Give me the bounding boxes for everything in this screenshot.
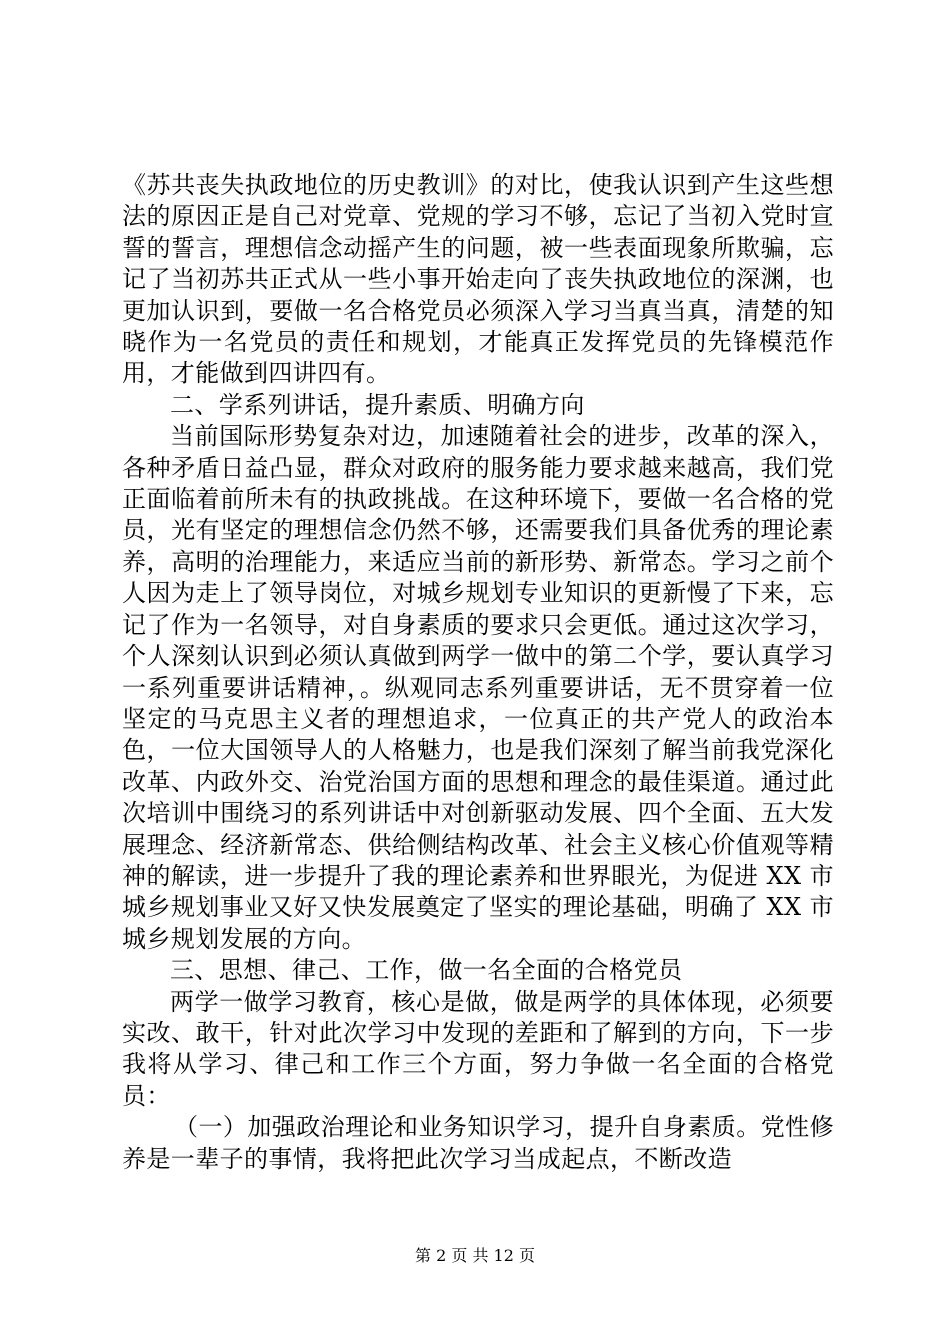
paragraph-continuation: 《苏共丧失执政地位的历史教训》的对比，使我认识到产生这些想法的原因正是自己对党章、党规的学习不够，忘记了当初入党时宣誓的誓言，理想信念动摇产生的问题，被一些表面现象所欺骗，忘记了当初苏共正式从一些小事开始走向了丧失执政地位的深渊，也更加认识到，要做一名合格党员必须深入学习当真当真，清楚的知晓作为一名党员的责任和规划，才能真正发挥党员的先锋模范作用，才能做到四讲四有。 — [122, 171, 834, 388]
page-total: 共 12 页 — [472, 1246, 535, 1265]
page-footer — [0, 1246, 950, 1266]
section-heading-3: 三、思想、律己、工作，做一名全面的合格党员 — [170, 956, 683, 985]
page-number: 第 2 页 — [415, 1246, 468, 1265]
document-body — [122, 170, 834, 1175]
paragraph-section-2: 当前国际形势复杂对边，加速随着社会的进步，改革的深入，各种矛盾日益凸显，群众对政府的服务能力要求越来越高，我们党正面临着前所未有的执政挑战。在这种环境下，要做一名合格的党员，光有坚定的理想信念仍然不够，还需要我们具备优秀的理论素养，高明的治理能力，来适应当前的新形势、新常态。学习之前个人因为走上了领导岗位，对城乡规划专业知识的更新慢了下来，忘记了作为一名领导，对自身素质的要求只会更低。通过这次学习，个人深刻认识到必须认真做到两学一做中的第二个学，要认真学习一系列重要讲话精神，。纵观同志系列重要讲话，无不贯穿着一位坚定的马克思主义者的理想追求，一位真正的共产党人的政治本色，一位大国领导人的人格魅力，也是我们深刻了解当前我党深化改革、内政外交、治党治国方面的思想和理念的最佳渠道。通过此次培训中围绕习的系列讲话中对创新驱动发展、四个全面、五大发展理念、经济新常态、供给侧结构改革、社会主义核心价值观等精神的解读，进一步提升了我的理论素养和世界眼光，为促进 XX 市城乡规划事业又好又快发展奠定了坚实的理论基础，明确了 XX 市城乡规划发展的方向。 — [122, 422, 834, 953]
section-heading-2: 二、学系列讲话，提升素质、明确方向 — [170, 390, 585, 419]
paragraph-subsection-1: （一）加强政治理论和业务知识学习，提升自身素质。党性修养是一辈子的事情，我将把此次学习当成起点，不断改造 — [122, 1113, 834, 1173]
paragraph-section-3: 两学一做学习教育，核心是做，做是两学的具体体现，必须要实改、敢干，针对此次学习中发现的差距和了解到的方向，下一步我将从学习、律己和工作三个方面，努力争做一名全面的合格党员： — [122, 987, 834, 1110]
